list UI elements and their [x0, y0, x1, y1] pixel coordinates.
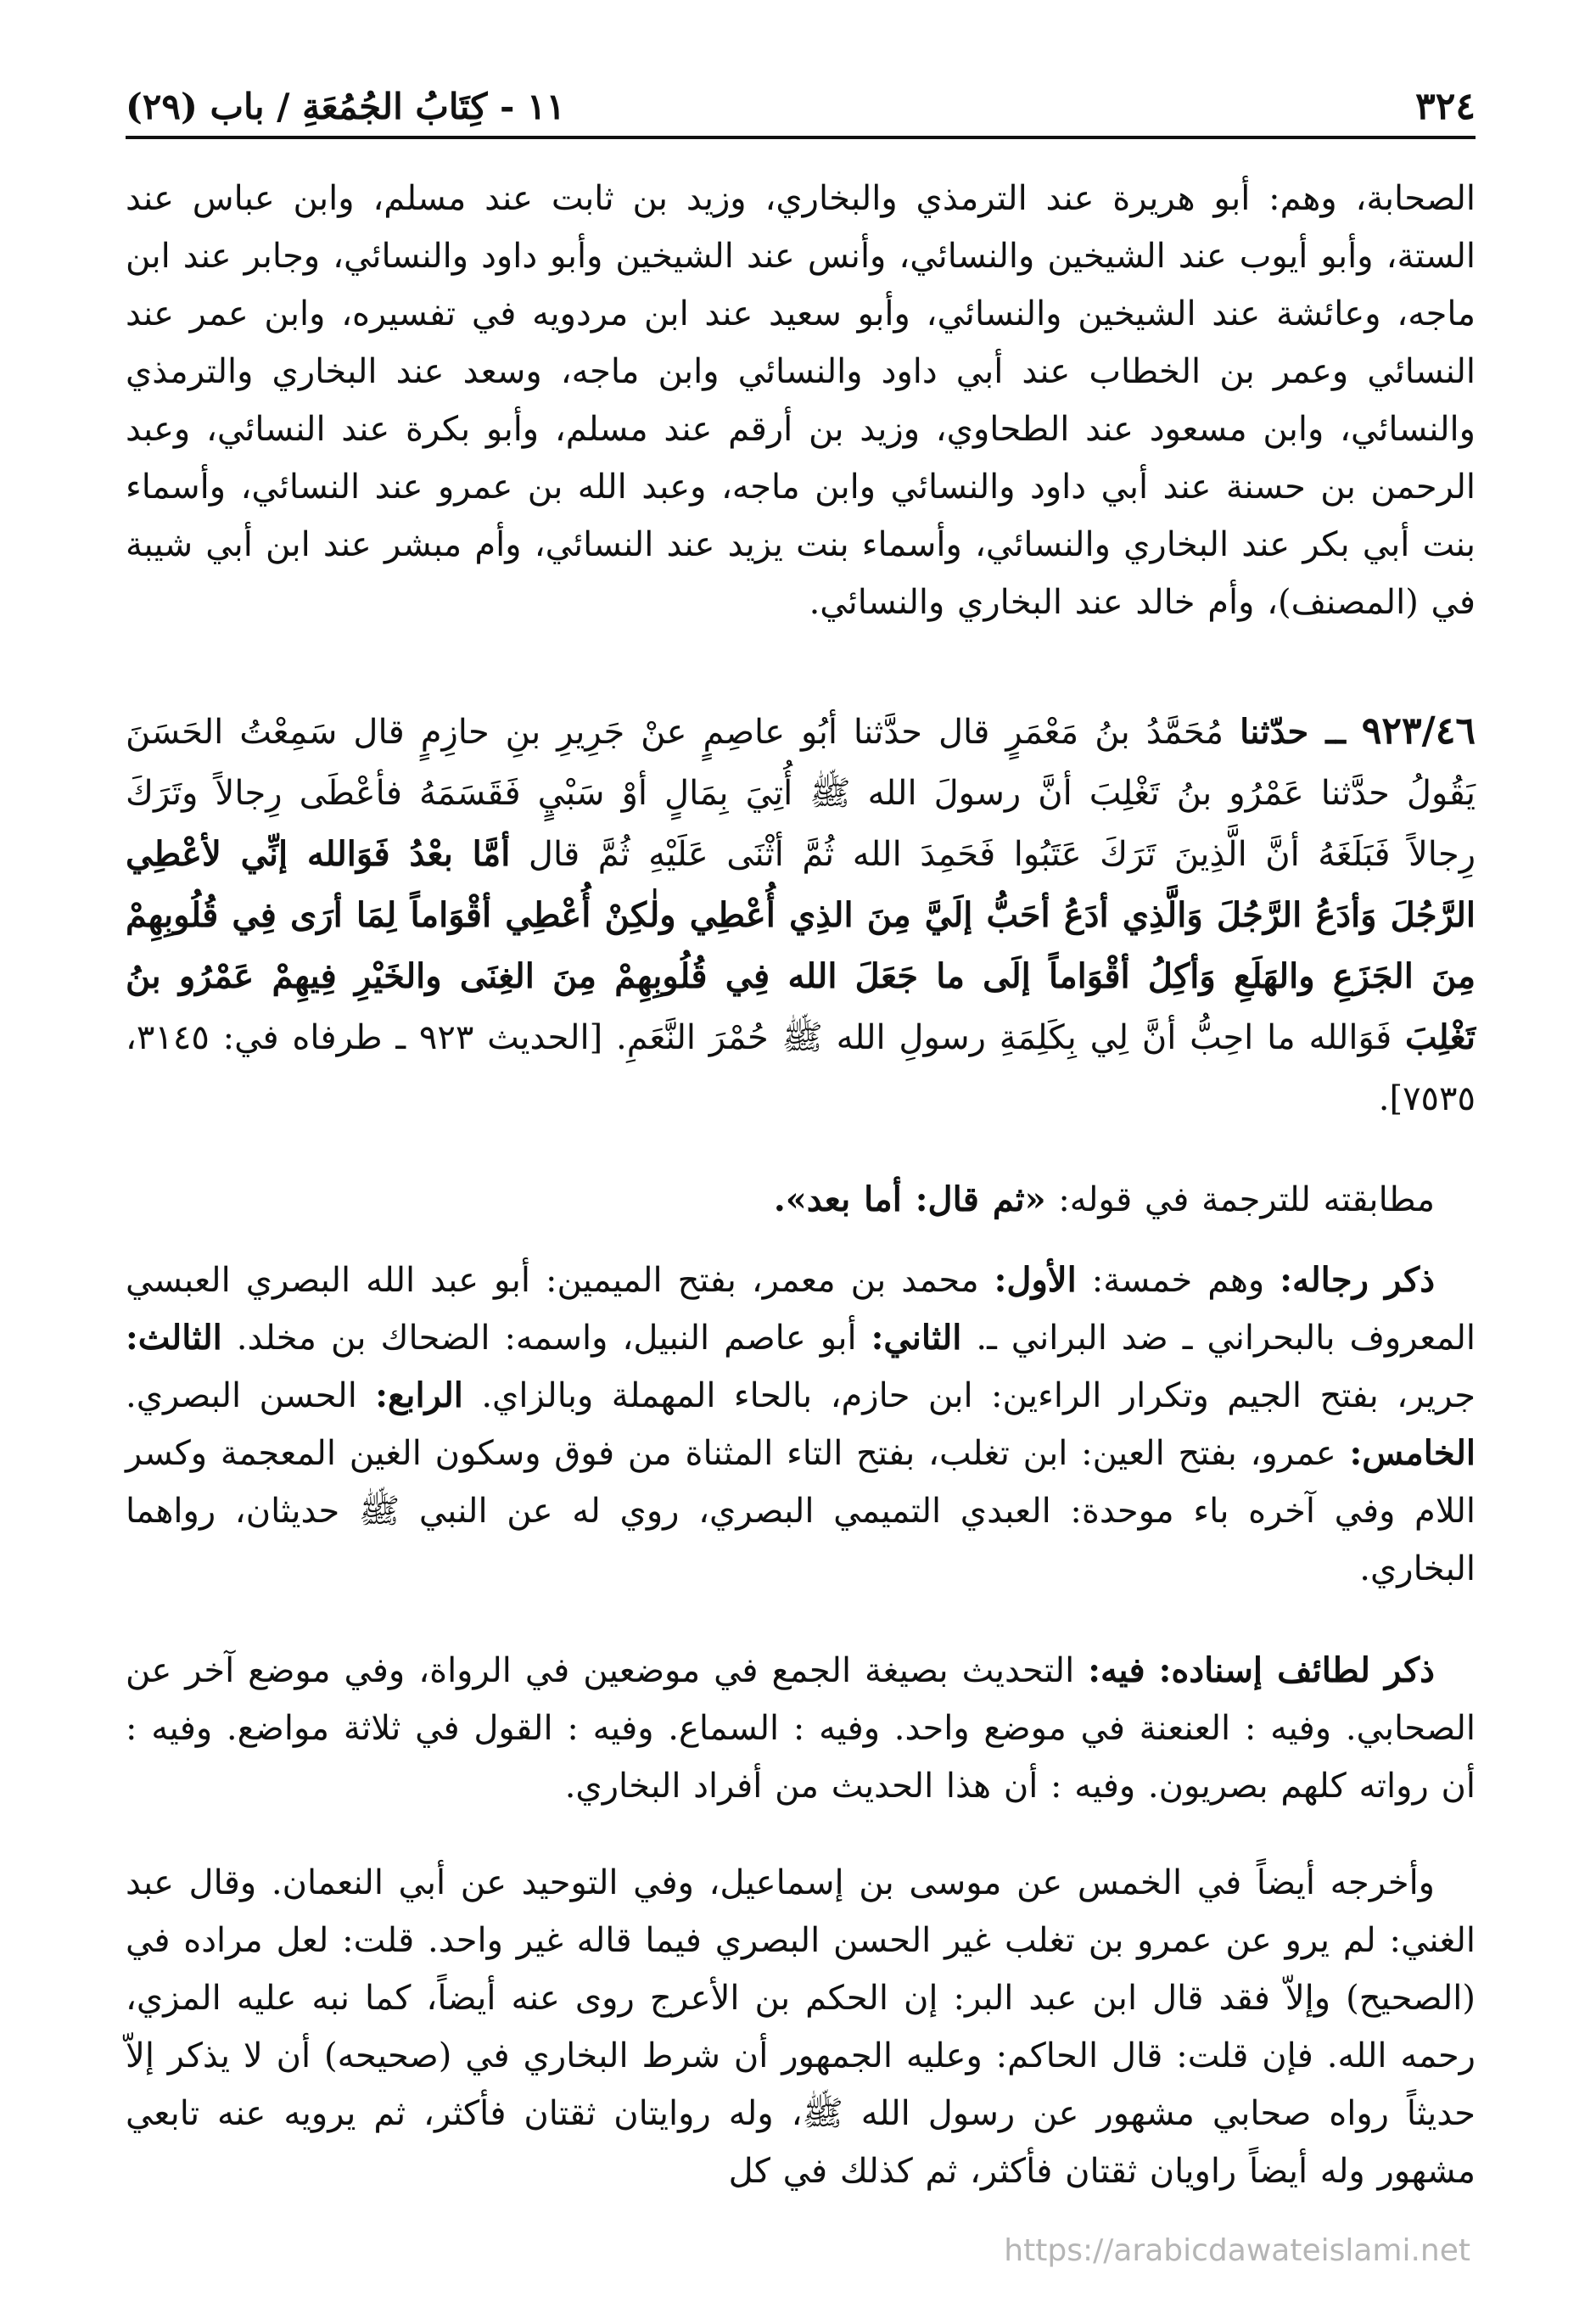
isnad-heading: ذكر لطائف إسناده: [1158, 1650, 1435, 1690]
takhrij-section [126, 1854, 1476, 2200]
hadith-closing-text: فَوَالله ما احِبُّ أنَّ لِي بِكَلِمَةِ رسولِ الله ﷺ حُمْرَ النَّعَمِ. [616, 1018, 1392, 1057]
narrators-text: الحسن البصري. [126, 1376, 357, 1415]
narrators-heading: ذكر رجاله: [1280, 1260, 1436, 1300]
companions-section [126, 170, 1476, 631]
isnad-text: التحديث بصيغة الجمع في موضعين في الرواة، وفي موضع آخر عن الصحابي. وفيه : العنعنة في موضع واحد. وفيه : السماع. وفيه : القول في ثلاثة مواضع. وفيه : أن رواته كلهم بصريون. وفيه : أن هذا الحديث من أفراد البخاري. [126, 1651, 1476, 1806]
hadith-paragraph [126, 701, 1476, 1129]
correspondence-section [126, 1171, 1476, 1229]
narrator-label: الأول: [994, 1260, 1077, 1300]
narrator-label: الخامس: [1349, 1433, 1476, 1473]
narrator-label: الرابع: [375, 1375, 463, 1415]
narrators-paragraph [126, 1252, 1476, 1598]
watermark-url: https://arabicdawateislami.net [1004, 2233, 1470, 2268]
narrator-label: الثاني: [871, 1318, 962, 1358]
page-number: ٣٢٤ [1415, 85, 1476, 128]
narrators-text: وهم خمسة: [1091, 1261, 1265, 1300]
correspondence-quote: «ثم قال: أما بعد». [773, 1179, 1046, 1219]
isnad-fihi-label: فيه: [1088, 1650, 1145, 1690]
hadith-section [126, 701, 1476, 1129]
correspondence-paragraph [126, 1171, 1476, 1229]
narrators-section [126, 1252, 1476, 1598]
narrator-label: الثالث: [126, 1318, 222, 1358]
narrators-text: محمد بن معمر، بفتح الميمين: أبو عبد الله البصري العبسي المعروف بالبحراني ـ ضد البراني ـ. [126, 1261, 1476, 1358]
hadith-opening: ــ حدّثنا [1240, 712, 1346, 752]
isnad-paragraph [126, 1642, 1476, 1815]
hadith-isnad-text: مُحَمَّدُ بنُ مَعْمَرٍ قال حدَّثنا أبُو عاصِمٍ عنْ جَرِيرِ بنِ حازِمٍ قال سَمِعْتُ الحَسَنَ يَقُولُ حدَّثنا عَمْرُو بنُ تَغْلِبَ أنَّ رسولَ الله ﷺ أُتِيَ بِمَالٍ أوْ سَبْيٍ فَقَسَمَهُ فأعْطَى رِجالاً وتَرَكَ رِجالاً فَبَلَغَهُ أنَّ الَّذِينَ تَرَكَ عَتَبُوا فَحَمِدَ الله ثُمَّ أثْنَى عَلَيْهِ ثُمَّ قال [126, 713, 1476, 874]
hadith-number: ٩٢٣/٤٦ [1361, 709, 1476, 753]
book-chapter-title: ١١ - كِتَابُ الجُمُعَةِ / باب (٢٩) [126, 86, 566, 127]
companions-paragraph: الصحابة، وهم: أبو هريرة عند الترمذي والبخاري، وزيد بن ثابت عند مسلم، وابن عباس عند الستة، وأبو أيوب عند الشيخين والنسائي، وأنس عند الشيخين وأبو داود والنسائي، وجابر عند ابن ماجه، وعائشة عند الشيخين والنسائي، وأبو سعيد عند ابن مردويه في تفسيره، وابن عمر عند النسائي وعمر بن الخطاب عند أبي داود والنسائي وابن ماجه، وسعد عند البخاري والترمذي والنسائي، وابن مسعود عند الطحاوي، وزيد بن أرقم عند مسلم، وأبو بكرة عند النسائي، وعبد الرحمن بن حسنة عند أبي داود والنسائي وابن ماجه، وعبد الله بن عمرو عند النسائي، وأسماء بنت أبي بكر عند البخاري والنسائي، وأسماء بنت يزيد عند النسائي، وأم مبشر عند ابن أبي شيبة في (المصنف)، وأم خالد عند البخاري والنسائي. [126, 179, 1476, 622]
correspondence-text: مطابقته للترجمة في قوله: [1058, 1180, 1435, 1219]
hadith-main-text: أمَّا بعْدُ فَوَالله إنِّي لأعْطِي الرَّجُلَ وَأدَعُ الرَّجُلَ وَالَّذِي أدَعُ أحَبُّ إلَيَّ مِنَ الذِي أُعْطِي ولٰكِنْ أُعْطِي أقْوَاماً لِمَا أرَى فِي قُلُوبِهِمْ مِنَ الجَزَعِ والهَلَعِ وَأكِلُ أقْوَاماً إلَى ما جَعَلَ الله فِي قُلُوبِهِمْ مِنَ الغِنَى والخَيْرِ فِيهِمْ عَمْرُو بنُ تَغْلِبَ [126, 834, 1476, 1057]
narrators-text: جرير، بفتح الجيم وتكرار الراءين: ابن حازم، بالحاء المهملة وبالزاي. [481, 1376, 1476, 1415]
hadith-cross-reference: [الحديث ٩٢٣ ـ طرفاه في: ٣١٤٥، ٧٥٣٥]. [126, 1018, 1476, 1118]
isnad-section [126, 1642, 1476, 1815]
takhrij-paragraph: وأخرجه أيضاً في الخمس عن موسى بن إسماعيل، وفي التوحيد عن أبي النعمان. وقال عبد الغني: لم يرو عن عمرو بن تغلب غير الحسن البصري فيما قاله غير واحد. قلت: لعل مراده في (الصحيح) وإلاّ فقد قال ابن عبد البر: إن الحكم بن الأعرج روى عنه أيضاً، كما نبه عليه المزي، رحمه الله. فإن قلت: قال الحاكم: وعليه الجمهور أن شرط البخاري في (صحيحه) أن لا يذكر إلاّ حديثاً رواه صحابي مشهور عن رسول الله ﷺ، وله روايتان ثقتان فأكثر، ثم يرويه عنه تابعي مشهور وله أيضاً راويان ثقتان فأكثر، ثم كذلك في كل [126, 1863, 1476, 2191]
narrators-text: عمرو، بفتح العين: ابن تغلب، بفتح التاء المثناة من فوق وسكون الغين المعجمة وكسر اللام وفي آخره باء موحدة: العبدي التميمي البصري، روي له عن النبي ﷺ حديثان، رواهما البخاري. [126, 1434, 1476, 1588]
narrators-text: أبو عاصم النبيل، واسمه: الضحاك بن مخلد. [236, 1319, 857, 1358]
running-header [126, 81, 1476, 139]
